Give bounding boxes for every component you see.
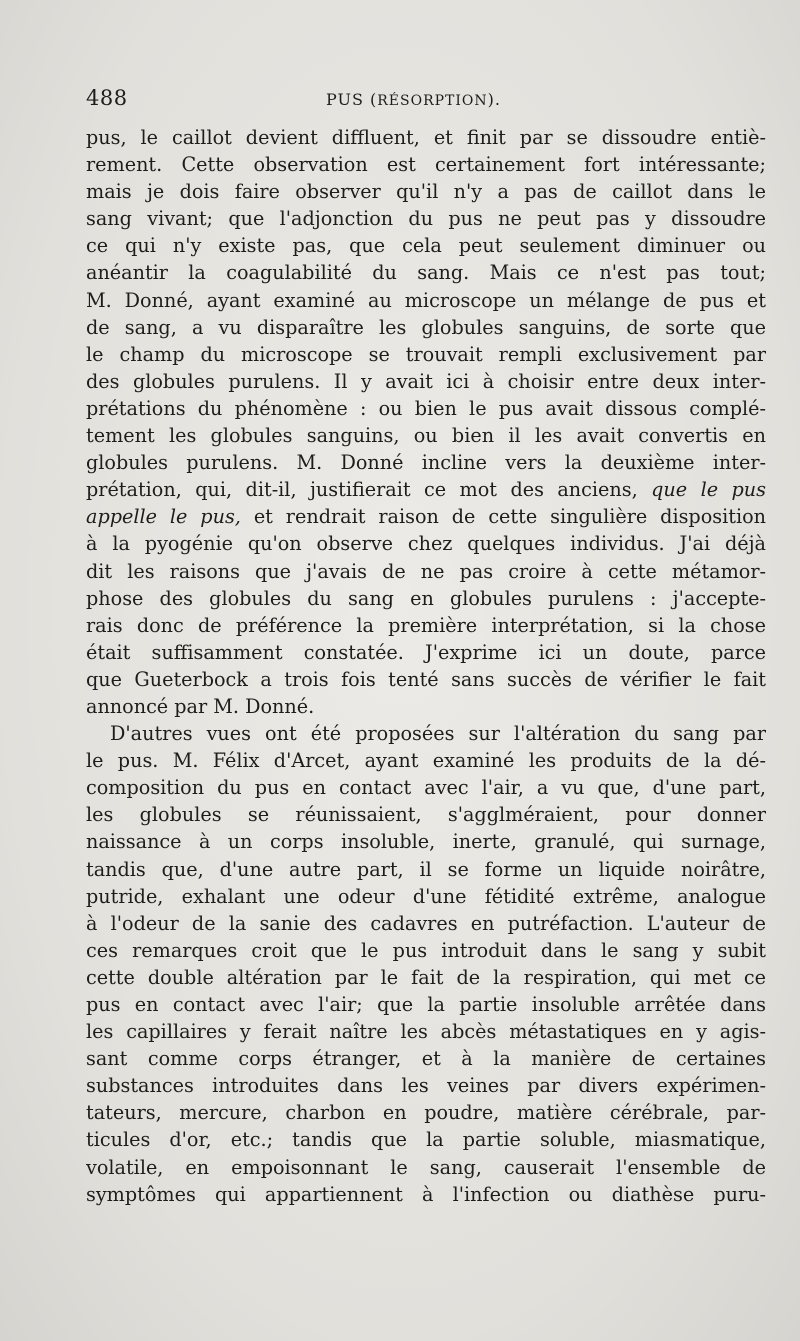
text-line: substances introduites dans les veines par divers expérimen- <box>86 1074 766 1098</box>
page-header <box>86 86 746 118</box>
text-line: composition du pus en contact avec l'air, a vu que, d'une part, <box>86 776 766 800</box>
text-line: sant comme corps étranger, et à la manière de certaines <box>86 1047 766 1071</box>
paragraph-2 <box>86 720 766 1208</box>
text-segment: prétation, qui, dit-il, justifierait ce mot des anciens, <box>86 478 652 502</box>
text-line: les globules se réunissaient, s'agglméraient, pour donner <box>86 803 766 827</box>
text-line: pus, le caillot devient diffluent, et finit par se dissoudre entiè- <box>86 126 766 149</box>
text-line: tateurs, mercure, charbon en poudre, matière cérébrale, par- <box>86 1101 766 1125</box>
text-line: était suffisamment constatée. J'exprime ici un doute, parce <box>86 640 766 664</box>
text-line: M. Donné, ayant examiné au microscope un mélange de pus et <box>86 288 766 312</box>
text-line-with-italic <box>86 476 766 503</box>
text-line: le champ du microscope se trouvait rempli exclusivement par <box>86 342 766 366</box>
text-line: pus en contact avec l'air; que la partie insoluble arrêtée dans <box>86 993 766 1016</box>
text-line: de sang, a vu disparaître les globules sanguins, de sorte que <box>86 315 766 339</box>
page-number: 488 <box>86 86 128 110</box>
text-line: symptômes qui appartiennent à l'infection ou diathèse puru- <box>86 1182 766 1206</box>
text-line: dit les raisons que j'avais de ne pas croire à cette métamor- <box>86 559 766 583</box>
text-line: cette double altération par le fait de la respiration, qui met ce <box>86 965 766 989</box>
text-line: rement. Cette observation est certainement fort intéressante; <box>86 153 766 177</box>
text-line: prétations du phénomène : ou bien le pus avait dissous complé- <box>86 396 766 420</box>
text-line: que Gueterbock a trois fois tenté sans succès de vérifier le fait <box>86 667 766 691</box>
text-line: ce qui n'y existe pas, que cela peut seulement diminuer ou <box>86 234 766 258</box>
text-line: volatile, en empoisonnant le sang, causerait l'ensemble de <box>86 1155 766 1179</box>
text-segment: et rendrait raison de cette singulière disposition <box>253 505 766 529</box>
text-line: putride, exhalant une odeur d'une fétidité extrême, analogue <box>86 884 766 908</box>
body-text <box>86 124 766 1208</box>
text-line: globules purulens. M. Donné incline vers la deuxième inter- <box>86 451 766 475</box>
text-line: mais je dois faire observer qu'il n'y a pas de caillot dans le <box>86 180 766 204</box>
text-line: tandis que, d'une autre part, il se forme un liquide noirâtre, <box>86 857 766 881</box>
text-line: annoncé par M. Donné. <box>86 694 315 718</box>
text-line: à la pyogénie qu'on observe chez quelques individus. J'ai déjà <box>86 532 766 556</box>
text-line: anéantir la coagulabilité du sang. Mais ce n'est pas tout; <box>86 261 766 285</box>
text-line: D'autres vues ont été proposées sur l'altération du sang par <box>110 722 766 746</box>
text-line: naissance à un corps insoluble, inerte, granulé, qui surnage, <box>86 830 766 854</box>
text-line: les capillaires y ferait naître les abcès métastatiques en y agis- <box>86 1020 766 1044</box>
italic-quote: appelle le pus, <box>86 505 241 529</box>
text-line: rais donc de préférence la première interprétation, si la chose <box>86 613 766 637</box>
text-line: ticules d'or, etc.; tandis que la partie soluble, miasmatique, <box>86 1128 766 1152</box>
text-line: tement les globules sanguins, ou bien il les avait convertis en <box>86 424 766 448</box>
running-head-prefix: PUS ( <box>326 90 378 109</box>
text-line: le pus. M. Félix d'Arcet, ayant examiné les produits de la dé- <box>86 749 766 773</box>
text-line: des globules purulens. Il y avait ici à choisir entre deux inter- <box>86 369 766 393</box>
paragraph-1 <box>86 124 766 720</box>
running-head <box>326 90 501 109</box>
running-head-smallcaps: RÉSORPTION <box>377 93 488 109</box>
text-line: ces remarques croit que le pus introduit dans le sang y subit <box>86 938 766 962</box>
text-line: sang vivant; que l'adjonction du pus ne peut pas y dissoudre <box>86 207 766 231</box>
italic-quote: que le pus <box>651 478 766 502</box>
text-line: à l'odeur de la sanie des cadavres en putréfaction. L'auteur de <box>86 911 766 935</box>
text-line: phose des globules du sang en globules purulens : j'accepte- <box>86 586 766 610</box>
running-head-suffix: ). <box>487 90 501 109</box>
text-line-with-italic <box>86 503 766 530</box>
